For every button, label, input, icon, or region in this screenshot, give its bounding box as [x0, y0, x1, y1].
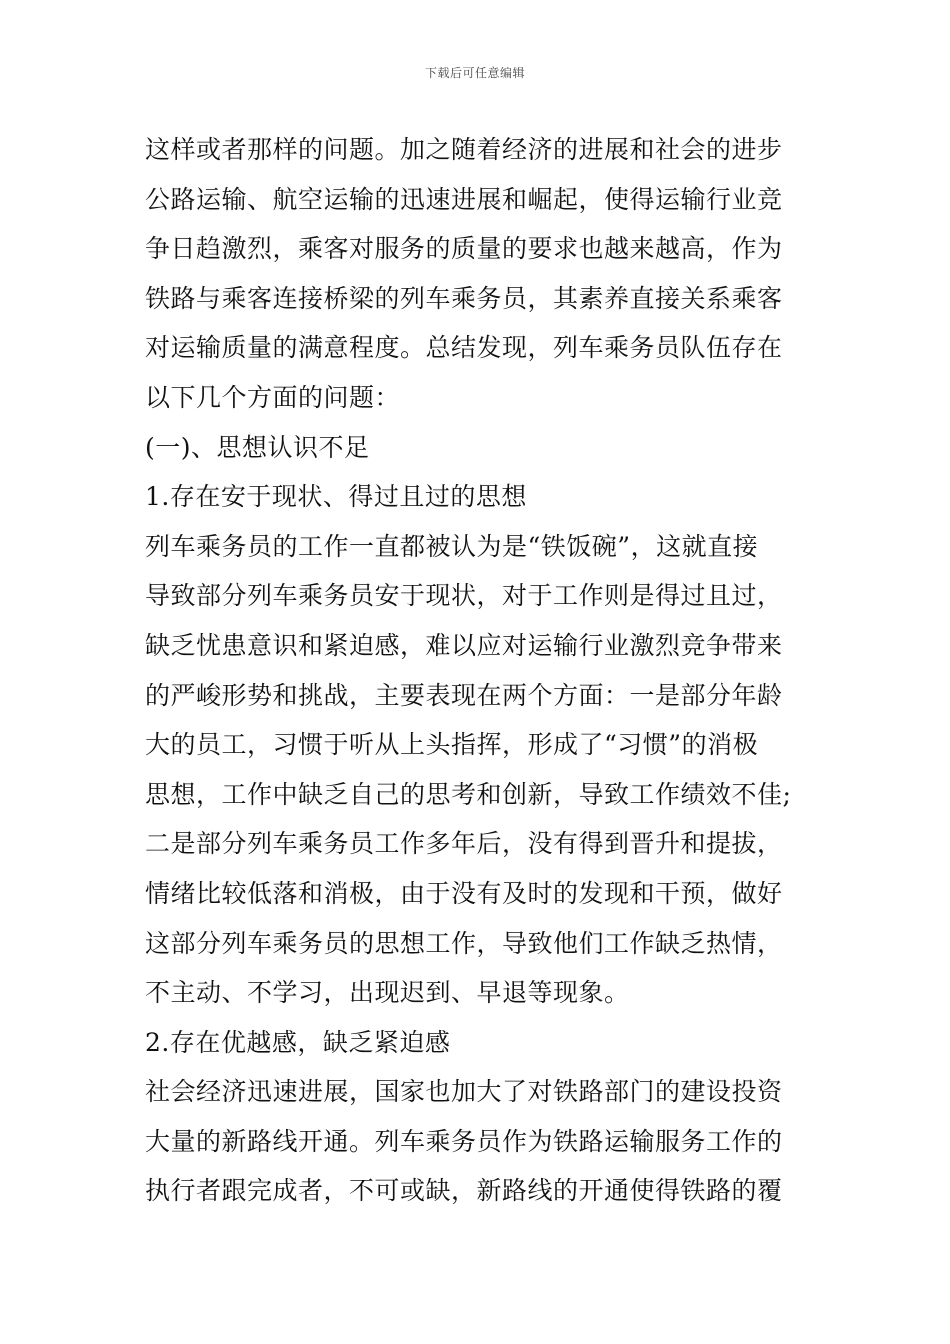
text-line: 公路运输、航空运输的迅速进展和崛起，使得运输行业竞 — [145, 184, 783, 214]
text-line: 这部分列车乘务员的思想工作，导致他们工作缺乏热情， — [145, 928, 783, 958]
text-line: 争日趋激烈，乘客对服务的质量的要求也越来越高，作为 — [145, 234, 783, 264]
text-line: 铁路与乘客连接桥梁的列车乘务员，其素养直接关系乘客 — [145, 283, 783, 313]
text-line: 这样或者那样的问题。加之随着经济的进展和社会的进步 — [145, 135, 783, 164]
text-line: 社会经济迅速进展，国家也加大了对铁路部门的建设投资 — [145, 1077, 783, 1107]
document-body — [145, 128, 805, 1219]
text-line: 列车乘务员的工作一直都被认为是“铁饭碗”，这就直接 — [145, 531, 759, 561]
text-line: 大量的新路线开通。列车乘务员作为铁路运输服务工作的 — [145, 1126, 783, 1156]
text-line: 二是部分列车乘务员工作多年后，没有得到晋升和提拔， — [145, 829, 783, 859]
text-line: 不主动、不学习，出现迟到、早退等现象。 — [145, 978, 630, 1008]
section-heading: (一)、思想认识不足 — [145, 432, 370, 462]
text-line: 情绪比较低落和消极，由于没有及时的发现和干预，做好 — [145, 878, 783, 908]
text-line: 导致部分列车乘务员安于现状，对于工作则是得过且过， — [145, 581, 783, 611]
page-header: 下载后可任意编辑 — [424, 66, 525, 80]
text-line: 以下几个方面的问题： — [145, 382, 401, 412]
text-line: 大的员工，习惯于听从上头指挥，形成了“习惯”的消极 — [145, 730, 759, 760]
text-line: 思想，工作中缺乏自己的思考和创新，导致工作绩效不佳; — [145, 779, 792, 809]
subsection-heading: 1.存在安于现状、得过且过的思想 — [145, 482, 527, 512]
text-line: 对运输质量的满意程度。总结发现，列车乘务员队伍存在 — [145, 333, 783, 363]
text-line: 的严峻形势和挑战，主要表现在两个方面：一是部分年龄 — [145, 680, 783, 710]
text-line: 执行者跟完成者，不可或缺，新路线的开通使得铁路的覆 — [145, 1176, 783, 1206]
subsection-heading: 2.存在优越感，缺乏紧迫感 — [145, 1027, 451, 1057]
text-line: 缺乏忧患意识和紧迫感，难以应对运输行业激烈竞争带来 — [145, 630, 783, 660]
